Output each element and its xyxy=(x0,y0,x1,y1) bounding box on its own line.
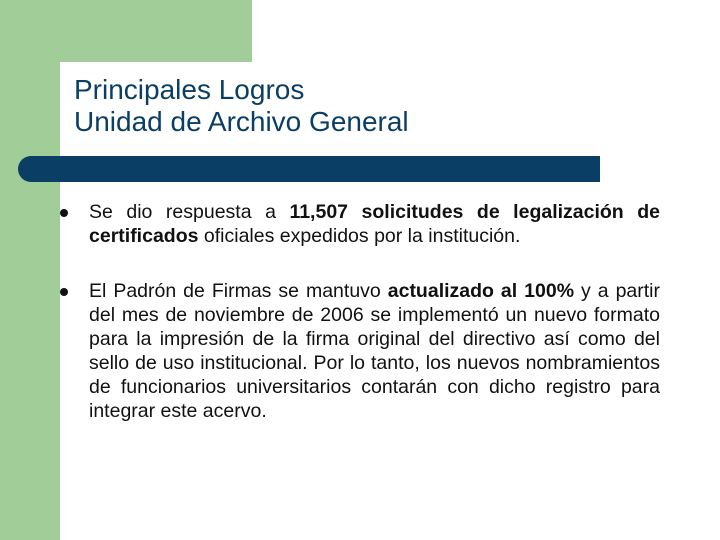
bullet-text xyxy=(89,200,660,248)
bullet-text-part: Se dio respuesta a xyxy=(89,201,290,223)
bullet-text-bold: actualizado al 100% xyxy=(387,280,575,302)
bullet-text-part: El Padrón de Firmas se mantuvo xyxy=(89,280,388,302)
slide-title-line-1: Principales Logros xyxy=(74,74,305,105)
bullet-dot-icon xyxy=(60,288,68,296)
bullet-text-bold: 11,507 solicitudes de legalización de certificados xyxy=(89,201,660,247)
title-underline-bar xyxy=(18,156,600,182)
bullet-item-padron xyxy=(60,279,660,423)
bullet-text xyxy=(89,279,660,423)
green-top-block xyxy=(0,0,252,62)
bullet-text-part: y a partir del mes de noviembre de 2006 se implementó un nuevo formato para la impresión de la firma original del directivo así como del sello de uso institucional. Por lo tanto, los nuevos nombramientos de funcionarios universitarios contarán con dicho registro para integrar este acervo. xyxy=(89,280,661,422)
green-sidebar-bar xyxy=(0,0,60,540)
bullet-text-part: oficiales expedidos por la institución. xyxy=(198,225,521,247)
bullet-dot-icon xyxy=(60,209,68,217)
bullet-item-solicitudes xyxy=(60,200,660,248)
slide-title-line-2: Unidad de Archivo General xyxy=(74,106,409,137)
slide-title xyxy=(74,74,409,138)
bullet-list xyxy=(60,200,660,423)
